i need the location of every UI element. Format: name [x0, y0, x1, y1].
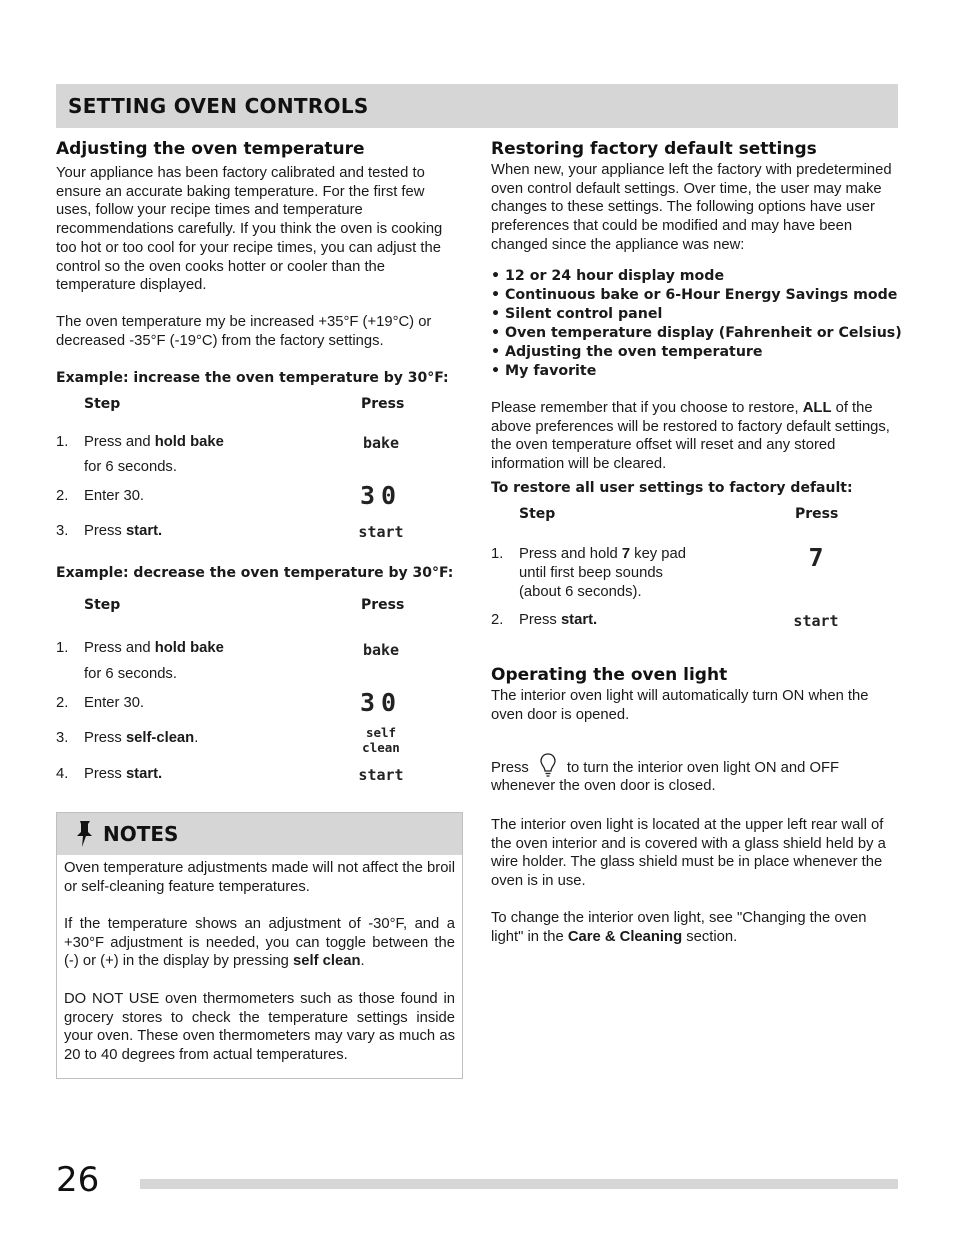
decrease-step-4-text: Press start.: [84, 766, 163, 782]
light-para-4: To change the interior oven light, see "Changing the oven light" in the Care & Cleaning section.: [491, 910, 867, 945]
restore-press-header: Press: [795, 506, 839, 522]
light-heading: Operating the oven light: [491, 665, 728, 685]
restore-step-1-num: 1.: [491, 546, 504, 562]
section-header-bar: [56, 84, 898, 128]
decrease-example-title: Example: decrease the oven temperature by 30°F:: [56, 565, 454, 581]
section-title: SETTING OVEN CONTROLS: [68, 94, 369, 118]
list-item: • My favorite: [491, 362, 597, 379]
digit-keys-30: 30: [359, 688, 403, 717]
increase-step-1-num: 1.: [56, 434, 69, 450]
restore-bullet-list: [491, 267, 902, 380]
start-key: start: [358, 766, 404, 784]
increase-step-1-line2: for 6 seconds.: [84, 459, 177, 475]
increase-step-1-text: Press and hold bake: [84, 434, 224, 450]
digit-keys-30: 30: [359, 481, 403, 510]
restore-step-1-line2: until first beep sounds: [519, 565, 663, 581]
bake-key: bake: [362, 641, 400, 659]
footer-bar: [140, 1179, 898, 1189]
notes-title: NOTES: [103, 822, 179, 846]
decrease-step-2-text: Enter 30.: [84, 695, 145, 711]
decrease-press-header: Press: [361, 597, 405, 613]
light-press-line-2: whenever the oven door is closed.: [491, 778, 716, 794]
restore-step-2-text: Press start.: [519, 612, 598, 628]
increase-step-2-num: 2.: [56, 488, 69, 504]
digit-key-7: 7: [808, 543, 830, 572]
restore-para-2: Please remember that if you choose to restore, ALL of the above preferences will be restored to factory default settings, the oven temperature offset will reset and any stored information will be cleared.: [491, 400, 890, 473]
restore-step-1-line3: (about 6 seconds).: [519, 584, 642, 600]
list-item: • 12 or 24 hour display mode: [491, 268, 725, 284]
start-key: start: [358, 523, 404, 541]
increase-step-header: Step: [84, 396, 121, 412]
light-para-3: The interior oven light is located at the upper left rear wall of the oven interior and is covered with a glass shield held by a wire holder. The glass shield must be in place whenever the oven is in use.: [491, 817, 886, 890]
restore-step-1-text: Press and hold 7 key pad: [519, 546, 686, 562]
restore-step-2-num: 2.: [491, 612, 504, 628]
decrease-step-3-text: Press self-clean.: [84, 730, 199, 746]
decrease-step-4-num: 4.: [56, 766, 69, 782]
restore-step-header: Step: [519, 506, 556, 522]
notes-header: [57, 813, 462, 855]
increase-step-3-num: 3.: [56, 523, 69, 539]
notes-box: [56, 812, 463, 1079]
self-clean-key: self clean: [362, 725, 400, 755]
list-item: • Silent control panel: [491, 305, 663, 322]
decrease-step-1-num: 1.: [56, 640, 69, 656]
decrease-step-3-num: 3.: [56, 730, 69, 746]
increase-example-title: Example: increase the oven temperature by 30°F:: [56, 370, 449, 386]
list-item: • Adjusting the oven temperature: [491, 343, 763, 360]
increase-press-header: Press: [361, 396, 405, 412]
notes-para-1: Oven temperature adjustments made will not affect the broil or self-cleaning feature temperatures.: [64, 860, 455, 895]
decrease-step-header: Step: [84, 597, 121, 613]
start-key: start: [793, 612, 839, 630]
pushpin-icon: [71, 819, 97, 849]
restore-para-1: When new, your appliance left the factory with predetermined oven control default settings. Over time, the user may make changes to these settings. The following options have user preferences that could be modified and may have been changed since the appliance was new:: [491, 162, 892, 253]
restore-heading: Restoring factory default settings: [491, 139, 817, 159]
decrease-step-2-num: 2.: [56, 695, 69, 711]
light-press-line: Press to turn the interior oven light ON and OFF: [491, 752, 839, 778]
adjust-para-1: Your appliance has been factory calibrated and tested to ensure an accurate baking temperature. For the first few uses, follow your recipe times and temperature recommendations carefully. If you think the oven is cooking too hot or too cool for your recipe times, you can adjust the control so the oven cooks hotter or cooler than the temperature displayed.: [56, 165, 443, 294]
increase-step-3-text: Press start.: [84, 523, 163, 539]
light-para-1: The interior oven light will automatically turn ON when the oven door is opened.: [491, 688, 869, 723]
adjust-para-2: The oven temperature my be increased +35°F (+19°C) or decreased -35°F (-19°C) from the factory settings.: [56, 314, 432, 349]
light-bulb-icon: [539, 752, 557, 778]
decrease-step-1-text: Press and hold bake: [84, 640, 224, 656]
decrease-step-1-line2: for 6 seconds.: [84, 666, 177, 682]
restore-sub-title: To restore all user settings to factory default:: [491, 480, 853, 496]
increase-step-2-text: Enter 30.: [84, 488, 145, 504]
list-item: • Oven temperature display (Fahrenheit or Celsius): [491, 324, 902, 341]
page-number: 26: [56, 1160, 100, 1200]
notes-para-3: DO NOT USE oven thermometers such as those found in grocery stores to check the temperature settings inside your oven. These oven thermometers may vary as much as 20 to 40 degrees from actual temperatures.: [64, 991, 455, 1064]
list-item: • Continuous bake or 6-Hour Energy Savings mode: [491, 286, 898, 303]
bake-key: bake: [362, 434, 400, 452]
adjust-heading: Adjusting the oven temperature: [56, 139, 365, 159]
notes-para-2: If the temperature shows an adjustment of -30°F, and a +30°F adjustment is needed, you can toggle between the (-) or (+) in the display by pressing self clean.: [64, 916, 455, 970]
